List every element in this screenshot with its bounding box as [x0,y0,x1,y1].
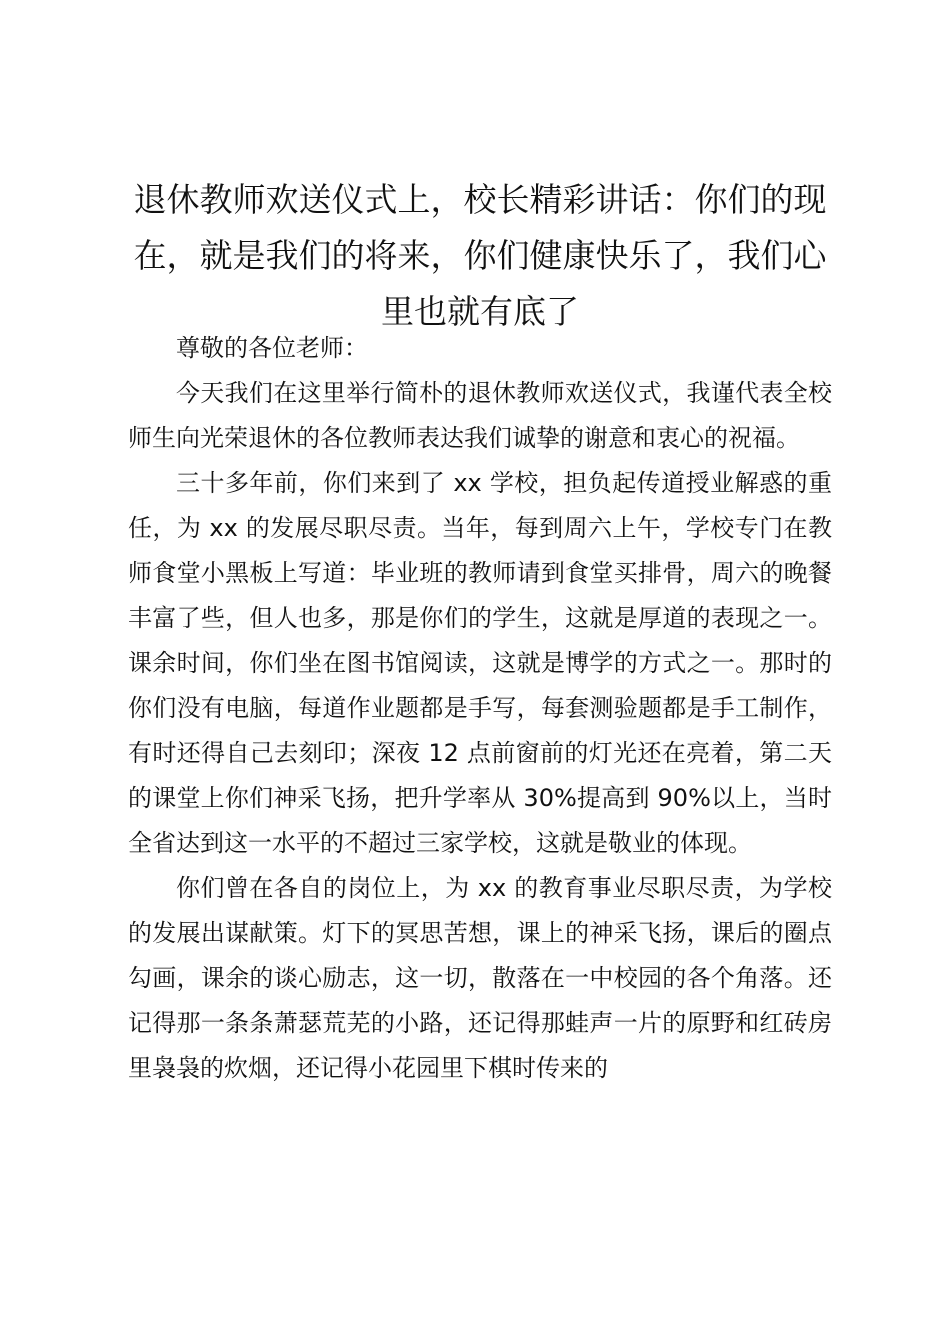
paragraph-1: 今天我们在这里举行简朴的退休教师欢送仪式，我谨代表全校师生向光荣退休的各位教师表达我们诚挚的谢意和衷心的祝福。 [128,379,832,452]
document-body [128,326,832,1091]
document-title: 退休教师欢送仪式上，校长精彩讲话：你们的现在，就是我们的将来，你们健康快乐了，我们心里也就有底了 [133,180,827,331]
paragraph-2: 三十多年前，你们来到了 xx 学校，担负起传道授业解惑的重任，为 xx 的发展尽职尽责。当年，每到周六上午，学校专门在教师食堂小黑板上写道：毕业班的教师请到食堂买排骨，周六的晚餐丰富了些，但人也多，那是你们的学生，这就是厚道的表现之一。课余时间，你们坐在图书馆阅读，这就是博学的方式之一。那时的你们没有电脑，每道作业题都是手写，每套测验题都是手工制作，有时还得自己去刻印；深夜 12 点前窗前的灯光还在亮着，第二天的课堂上你们神采飞扬，把升学率从 30%提高到 90%以上，当时全省达到这一水平的不超过三家学校，这就是敬业的体现。 [128,469,832,857]
paragraph-3: 你们曾在各自的岗位上，为 xx 的教育事业尽职尽责，为学校的发展出谋献策。灯下的冥思苦想，课上的神采飞扬，课后的圈点勾画，课余的谈心励志，这一切，散落在一中校园的各个角落。还记得那一条条萧瑟荒芜的小路，还记得那蛙声一片的原野和红砖房里袅袅的炊烟，还记得小花园里下棋时传来的 [128,874,832,1082]
salutation: 尊敬的各位老师： [176,334,368,362]
